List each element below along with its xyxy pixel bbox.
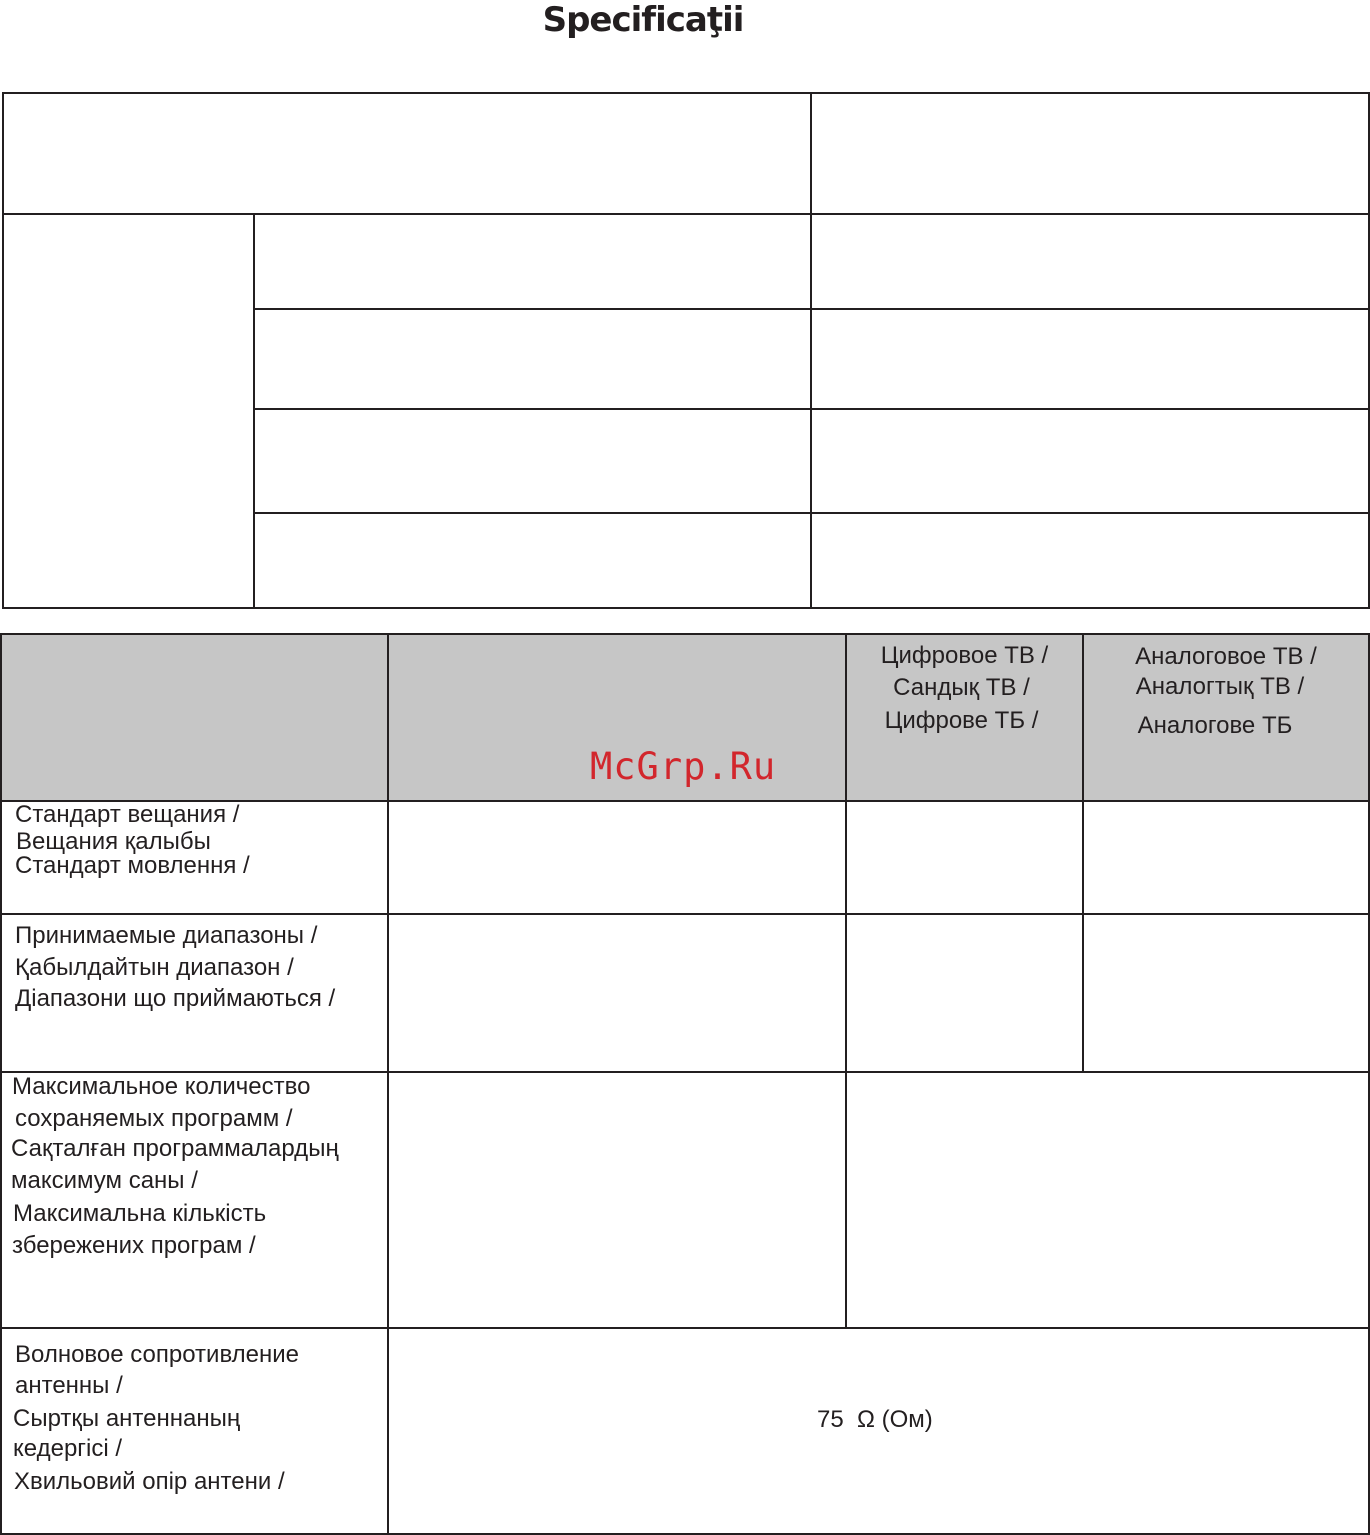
table1-cell-group	[2, 213, 255, 609]
header-digital-line-2: Сандық ТВ /	[893, 674, 1030, 701]
header-analog-line-2: Аналогтық ТВ /	[1135, 673, 1305, 700]
antenna-impedance-line-5: Хвильовий опір антени /	[14, 1468, 285, 1495]
max-programs-line-6: збережених програм /	[12, 1232, 256, 1259]
row-receive-bands-analog	[1082, 913, 1370, 1073]
table1-cell-r2-right	[810, 308, 1370, 410]
table1-cell-r4-mid	[253, 512, 812, 609]
row-receive-bands-model	[387, 913, 847, 1073]
receive-bands-line-1: Принимаемые диапазоны /	[15, 922, 318, 949]
receive-bands-line-3: Діапазони що приймаються /	[15, 985, 336, 1012]
table1-cell-r1-mid	[253, 213, 812, 310]
row-broadcast-standard-digital	[845, 800, 1084, 915]
antenna-impedance-line-1: Волновое сопротивление	[15, 1341, 300, 1368]
receive-bands-line-2: Қабылдайтын диапазон /	[15, 954, 294, 981]
header-analog-line-3: Аналогове ТБ	[1137, 712, 1293, 739]
max-programs-line-2: сохраняемых программ /	[15, 1105, 293, 1132]
broadcast-standard-line-3: Стандарт мовлення /	[15, 852, 250, 879]
antenna-impedance-line-4: кедергісі /	[13, 1435, 123, 1462]
header-analog-line-1: Аналоговое ТВ /	[1135, 643, 1317, 670]
max-programs-line-1: Максимальное количество	[12, 1073, 311, 1100]
max-programs-line-4: максимум саны /	[11, 1167, 198, 1194]
row-broadcast-standard-model	[387, 800, 847, 915]
broadcast-standard-line-1: Стандарт вещания /	[15, 801, 240, 828]
table1-cell-r3-mid	[253, 408, 812, 514]
antenna-impedance-line-3: Сыртқы антеннаның	[13, 1405, 241, 1432]
header-digital-line-1: Цифровое ТВ /	[880, 642, 1049, 669]
watermark: McGrp.Ru	[590, 745, 777, 788]
antenna-impedance-line-2: антенны /	[15, 1372, 123, 1399]
table1-cell-top-right	[810, 92, 1370, 215]
table1-cell-top-left	[2, 92, 812, 215]
broadcast-standard-line-2: Вещания қалыбы	[16, 828, 211, 855]
header-digital-line-3: Цифрове ТБ /	[884, 707, 1039, 734]
table2-header-param	[0, 633, 389, 802]
row-max-programs-model	[387, 1071, 847, 1329]
max-programs-line-5: Максимальна кількість	[13, 1200, 267, 1227]
table1-cell-r2-mid	[253, 308, 812, 410]
row-broadcast-standard-analog	[1082, 800, 1370, 915]
table1-cell-r4-right	[810, 512, 1370, 609]
table1-cell-r1-right	[810, 213, 1370, 310]
page-title: Specificaţii	[542, 0, 744, 40]
row-max-programs-value	[845, 1071, 1370, 1329]
antenna-impedance-value: 75 Ω (Ом)	[817, 1406, 933, 1433]
row-receive-bands-digital	[845, 913, 1084, 1073]
table1-cell-r3-right	[810, 408, 1370, 514]
max-programs-line-3: Сақталған программалардың	[11, 1135, 339, 1162]
